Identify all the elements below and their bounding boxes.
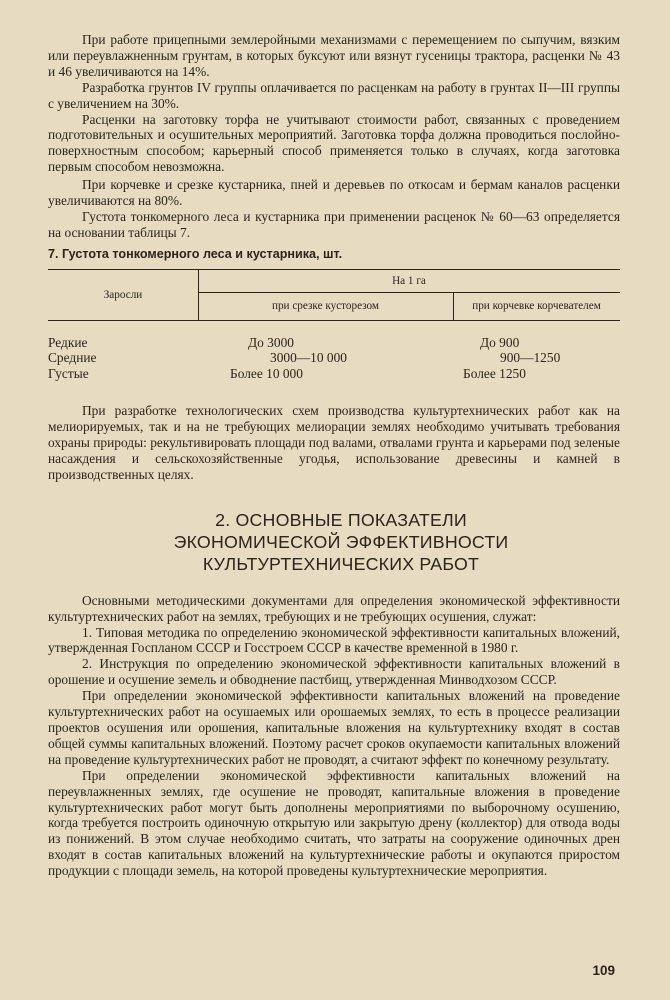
paragraph: При работе прицепными землеройными механизмами с перемещением по сыпучим, вязким или переувлажненным грунтам, в которых буксуют или вязнут гусеницы трактора, расценки № 43 и 46 увеличиваются на 14%.: [48, 32, 620, 79]
list-item: 2. Инструкция по определению экономической эффективности капитальных вложений в орошение и осушение земель и обводнение пастбищ, утвержденная Минводхозом СССР.: [48, 656, 620, 688]
cell-uprooter: Более 1250: [463, 365, 526, 381]
paragraph: При определении экономической эффективности капитальных вложений на переувлажненных землях, где осушение не проводят, капитальные вложения в проведение культуртехнических работ могут быть дополнены мероприятиями по выборочному осушению, когда требуется построить одиночную открытую или закрытую дрену (коллектор) для отвода воды из понижений. В этом случае необходимо считать, что затраты на сооружение одиночных дрен входят в состав капитальных вложений на культуртехнические работы и окупаются приростом продукции с площади земель, на которой проведены культуртехнические мероприятия.: [48, 767, 620, 879]
table-row: [48, 350, 620, 366]
cell-brushcutter: Более 10 000: [230, 365, 303, 381]
page-number: 109: [592, 963, 615, 978]
paragraph: Густота тонкомерного леса и кустарника при применении расценок № 60—63 определяется на основании таблицы 7.: [48, 208, 620, 240]
table-caption: 7. Густота тонкомерного леса и кустарника, шт.: [48, 246, 343, 261]
paragraph: При определении экономической эффективности капитальных вложений на проведение культуртехнических работ на осушаемых или орошаемых землях, то есть в процессе реализации проектов осушения или орошения, капитальные вложения на культуртехнику входят в состав общей суммы капитальных вложений. Поэтому расчет сроков окупаемости капитальных вложений на проведение культуртехнических работ не проводят, а считают эффект по конечному результату.: [48, 688, 620, 767]
bottom-paragraphs: [48, 593, 620, 879]
column-header-thickets: Заросли: [48, 270, 199, 320]
section-heading-line: ЭКОНОМИЧЕСКОЙ ЭФФЕКТИВНОСТИ: [173, 531, 509, 552]
top-paragraphs: [48, 32, 620, 241]
column-header-brushcutter: при срезке кусторезом: [198, 292, 454, 320]
row-label: Густые: [48, 365, 89, 381]
table-header: [48, 269, 620, 321]
table-row: [48, 366, 620, 382]
section-heading-line: 2. ОСНОВНЫЕ ПОКАЗАТЕЛИ: [215, 509, 467, 530]
list-item: 1. Типовая методика по определению экономической эффективности капитальных вложений, утвержденная Госпланом СССР и Госстроем СССР в качестве временной в 1980 г.: [48, 624, 620, 656]
cell-brushcutter: До 3000: [248, 334, 294, 350]
table-body: [48, 335, 620, 382]
paragraph: При корчевке и срезке кустарника, пней и деревьев по откосам и бермам каналов расценки увеличиваются на 80%.: [48, 177, 620, 209]
paragraph: Основными методическими документами для определения экономической эффективности культуртехнических работ на землях, требующих и не требующих осушения, служат:: [48, 592, 620, 624]
paragraph: Разработка грунтов IV группы оплачивается по расценкам на работу в грунтах II—III группы с увеличением на 30%.: [48, 79, 620, 111]
section-heading: [48, 509, 620, 575]
section-heading-line: КУЛЬТУРТЕХНИЧЕСКИХ РАБОТ: [202, 553, 480, 574]
cell-brushcutter: 3000—10 000: [270, 350, 347, 366]
column-header-uprooter: при корчевке корчевателем: [472, 299, 601, 312]
cell-uprooter: 900—1250: [500, 350, 561, 366]
row-label: Редкие: [48, 334, 88, 350]
column-group-header: На 1 га: [198, 270, 620, 293]
paragraph: При разработке технологических схем производства культуртехнических работ как на мелиорируемых, так и на не требующих мелиорации землях необходимо учитывать требования охраны природы: рекультивировать площади под валами, отвалами грунта и карьерами под зеленые насаждения и сельскохозяйственные угодья, использование древесины и камней в производственных целях.: [48, 403, 620, 482]
row-label: Средние: [48, 350, 97, 366]
table-row: [48, 335, 620, 351]
cell-uprooter: До 900: [480, 334, 520, 350]
paragraph: Расценки на заготовку торфа не учитывают стоимости работ, связанных с проведением подготовительных и осушительных мероприятий. Заготовка торфа должна проводиться послойно-поверхностным способом; карьерный способ применяется только в случаях, когда заготовка первым способом невозможна.: [48, 111, 620, 175]
